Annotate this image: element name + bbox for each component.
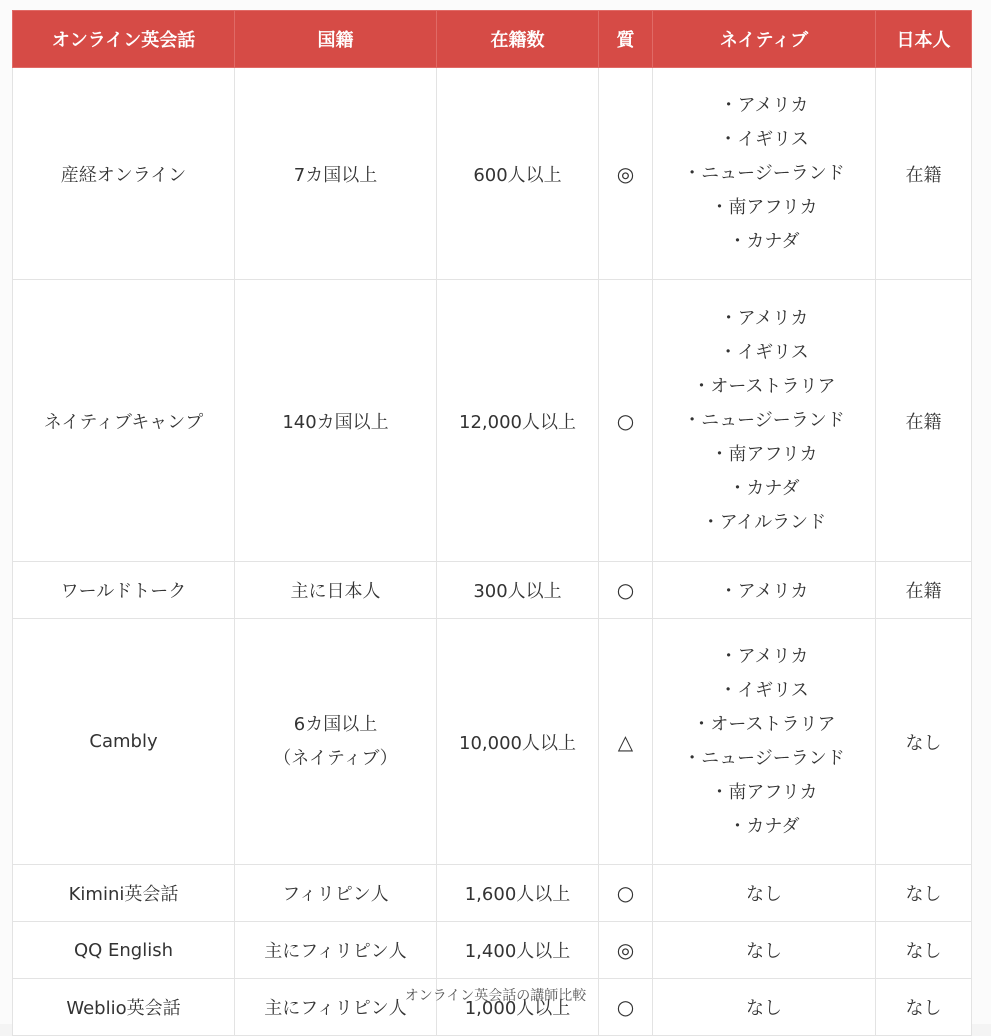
table-row bbox=[13, 68, 972, 280]
native-country: ・オーストラリア bbox=[692, 375, 836, 397]
japanese-cell: なし bbox=[876, 865, 972, 922]
native-country: ・カナダ bbox=[728, 815, 800, 837]
quality-cell bbox=[599, 68, 653, 280]
quality-cell bbox=[599, 562, 653, 619]
count-cell: 600人以上 bbox=[437, 68, 599, 280]
header-quality: 質 bbox=[599, 11, 653, 68]
nationality-cell bbox=[235, 619, 437, 865]
nationality-cell bbox=[235, 68, 437, 280]
table-row bbox=[13, 865, 972, 922]
table-row bbox=[13, 619, 972, 865]
native-country: ・アメリカ bbox=[719, 645, 809, 667]
nationality-line: 主にフィリピン人 bbox=[264, 998, 407, 1019]
native-country: ・ニュージーランド bbox=[683, 409, 845, 431]
native-country: なし bbox=[746, 941, 782, 962]
service-name-cell: Weblio英会話 bbox=[13, 979, 235, 1036]
native-cell bbox=[653, 619, 876, 865]
nationality-line: 7カ国以上 bbox=[293, 164, 378, 186]
nationality-line: フィリピン人 bbox=[282, 884, 389, 905]
japanese-cell: 在籍 bbox=[876, 280, 972, 562]
native-country: なし bbox=[746, 998, 782, 1019]
quality-mark: ○ bbox=[616, 995, 635, 1019]
count-cell: 12,000人以上 bbox=[437, 280, 599, 562]
count-cell: 1,000人以上 bbox=[437, 979, 599, 1036]
service-name-cell: ワールドトーク bbox=[13, 562, 235, 619]
service-name-cell: 産経オンライン bbox=[13, 68, 235, 280]
native-country: ・アメリカ bbox=[719, 307, 809, 329]
header-native: ネイティブ bbox=[653, 11, 876, 68]
count-cell: 300人以上 bbox=[437, 562, 599, 619]
japanese-cell: なし bbox=[876, 979, 972, 1036]
quality-cell bbox=[599, 619, 653, 865]
native-country: ・イギリス bbox=[719, 341, 809, 363]
native-country: ・南アフリカ bbox=[710, 443, 818, 465]
native-cell bbox=[653, 280, 876, 562]
native-cell bbox=[653, 865, 876, 922]
header-count: 在籍数 bbox=[437, 11, 599, 68]
table-row bbox=[13, 280, 972, 562]
quality-mark: ○ bbox=[616, 408, 635, 433]
service-name-cell: ネイティブキャンプ bbox=[13, 280, 235, 562]
quality-cell bbox=[599, 865, 653, 922]
nationality-cell bbox=[235, 562, 437, 619]
table-caption: オンライン英会話の講師比較 bbox=[404, 988, 587, 1004]
japanese-cell: 在籍 bbox=[876, 562, 972, 619]
native-country: ・カナダ bbox=[728, 230, 800, 252]
teacher-comparison-table bbox=[12, 10, 972, 1036]
native-country: ・アメリカ bbox=[719, 581, 809, 602]
count-cell: 1,600人以上 bbox=[437, 865, 599, 922]
table-row bbox=[13, 922, 972, 979]
count-cell: 10,000人以上 bbox=[437, 619, 599, 865]
nationality-line: 主に日本人 bbox=[290, 581, 381, 602]
nationality-cell bbox=[235, 280, 437, 562]
native-country: ・オーストラリア bbox=[692, 713, 836, 735]
native-cell bbox=[653, 922, 876, 979]
native-country: ・ニュージーランド bbox=[683, 747, 845, 769]
service-name-cell: QQ English bbox=[13, 922, 235, 979]
quality-mark: ◎ bbox=[616, 938, 635, 962]
service-name-cell: Cambly bbox=[13, 619, 235, 865]
quality-cell bbox=[599, 280, 653, 562]
native-country: ・ニュージーランド bbox=[683, 162, 845, 184]
japanese-cell: 在籍 bbox=[876, 68, 972, 280]
count-cell: 1,400人以上 bbox=[437, 922, 599, 979]
service-name-cell: Kimini英会話 bbox=[13, 865, 235, 922]
japanese-cell: なし bbox=[876, 922, 972, 979]
nationality-line: 主にフィリピン人 bbox=[264, 941, 407, 962]
quality-mark: ○ bbox=[616, 578, 635, 602]
native-cell bbox=[653, 68, 876, 280]
header-japanese: 日本人 bbox=[876, 11, 972, 68]
header-service: オンライン英会話 bbox=[13, 11, 235, 68]
japanese-cell: なし bbox=[876, 619, 972, 865]
nationality-cell bbox=[235, 922, 437, 979]
table-row bbox=[13, 562, 972, 619]
nationality-line: （ネイティブ） bbox=[273, 747, 398, 769]
native-country: ・アイルランド bbox=[701, 511, 827, 533]
header-row bbox=[13, 11, 972, 68]
native-country: ・イギリス bbox=[719, 679, 809, 701]
nationality-line: 140カ国以上 bbox=[282, 411, 389, 433]
quality-cell bbox=[599, 922, 653, 979]
quality-mark: ○ bbox=[616, 881, 635, 905]
native-cell bbox=[653, 562, 876, 619]
header-nationality: 国籍 bbox=[235, 11, 437, 68]
nationality-line: 6カ国以上 bbox=[293, 713, 378, 735]
native-country: なし bbox=[746, 884, 782, 905]
native-country: ・南アフリカ bbox=[710, 781, 818, 803]
native-country: ・カナダ bbox=[728, 477, 800, 499]
quality-mark: ◎ bbox=[616, 161, 635, 186]
native-country: ・南アフリカ bbox=[710, 196, 818, 218]
quality-mark: △ bbox=[617, 729, 634, 754]
nationality-cell bbox=[235, 865, 437, 922]
native-country: ・アメリカ bbox=[719, 94, 809, 116]
native-country: ・イギリス bbox=[719, 128, 809, 150]
